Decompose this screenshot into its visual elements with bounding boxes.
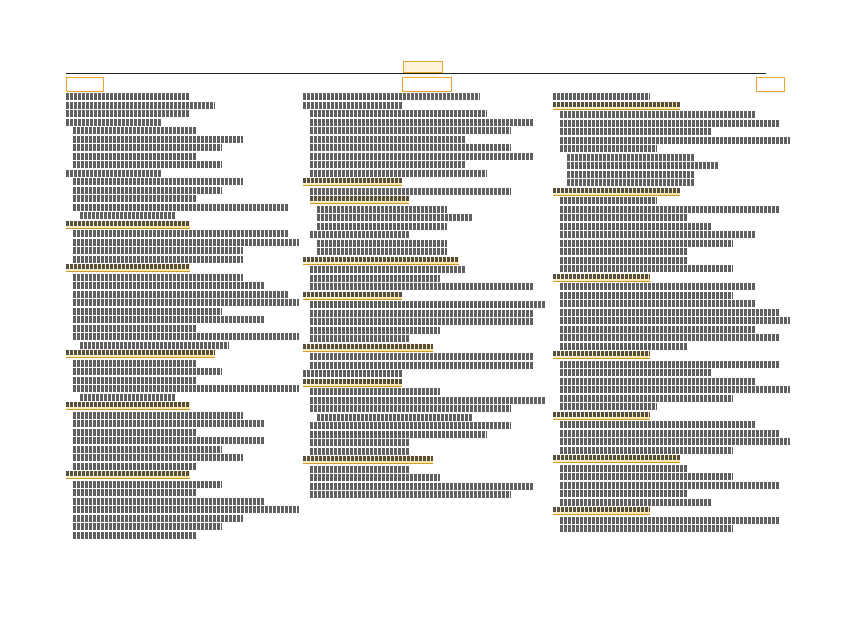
note-line <box>310 327 440 334</box>
note-line <box>560 111 756 118</box>
note-line <box>73 178 243 185</box>
highlighted-subheading <box>310 196 409 204</box>
note-line <box>560 482 779 489</box>
note-line <box>310 448 409 455</box>
note-line <box>73 239 299 246</box>
note-line <box>560 309 779 316</box>
note-line <box>310 231 409 238</box>
note-line <box>317 240 447 247</box>
highlighted-subheading <box>303 379 402 387</box>
note-line <box>310 397 546 404</box>
note-line <box>310 310 534 317</box>
note-line <box>560 421 756 428</box>
note-line <box>66 102 215 109</box>
note-line <box>560 145 657 152</box>
note-line <box>310 119 534 126</box>
note-line <box>567 162 719 169</box>
highlighted-subheading <box>553 274 650 282</box>
note-line <box>73 308 222 315</box>
note-line <box>310 388 440 395</box>
note-line <box>310 283 534 290</box>
note-line <box>303 102 402 109</box>
note-line <box>73 136 243 143</box>
note-line <box>560 292 733 299</box>
note-line <box>73 489 197 496</box>
note-line <box>553 93 650 100</box>
highlighted-subheading <box>303 456 433 464</box>
note-line <box>303 370 402 377</box>
highlighted-subheading <box>553 412 650 420</box>
highlighted-subheading <box>66 471 190 479</box>
note-line <box>560 334 779 341</box>
note-line <box>310 335 409 342</box>
note-line <box>560 214 687 221</box>
top-divider <box>66 73 766 74</box>
note-line <box>310 161 466 168</box>
note-line <box>310 110 487 117</box>
note-line <box>73 377 197 384</box>
note-line <box>73 230 288 237</box>
note-line <box>73 437 265 444</box>
note-line <box>560 438 790 445</box>
note-line <box>310 301 546 308</box>
note-line <box>73 247 243 254</box>
note-line <box>73 161 222 168</box>
note-line <box>310 144 511 151</box>
note-line <box>560 257 687 264</box>
note-line <box>73 282 265 289</box>
note-line <box>560 499 712 506</box>
highlighted-subheading <box>303 257 459 265</box>
note-line <box>310 474 440 481</box>
highlighted-subheading <box>553 351 650 359</box>
note-line <box>80 394 175 401</box>
note-line <box>73 127 197 134</box>
note-line <box>560 137 790 144</box>
highlighted-subheading <box>553 455 680 463</box>
note-line <box>560 197 657 204</box>
note-line <box>73 153 197 160</box>
note-line <box>73 385 299 392</box>
note-line <box>317 414 473 421</box>
note-line <box>560 223 712 230</box>
highlighted-subheading <box>66 402 190 410</box>
note-line <box>310 170 487 177</box>
note-line <box>73 204 288 211</box>
note-line <box>310 127 511 134</box>
note-line <box>73 187 222 194</box>
note-line <box>560 430 779 437</box>
note-line <box>303 93 480 100</box>
note-line <box>317 214 473 221</box>
note-line <box>560 265 733 272</box>
note-line <box>73 299 299 306</box>
note-line <box>66 110 190 117</box>
section-heading-left <box>66 77 104 92</box>
document-title <box>403 61 443 73</box>
highlighted-subheading <box>553 507 650 515</box>
note-line <box>73 463 197 470</box>
note-line <box>567 154 694 161</box>
note-line <box>73 333 299 340</box>
note-line <box>310 153 534 160</box>
note-line <box>73 412 243 419</box>
note-line <box>310 431 487 438</box>
note-line <box>317 223 447 230</box>
note-line <box>73 446 222 453</box>
note-line <box>73 429 197 436</box>
note-line <box>73 532 197 539</box>
note-line <box>310 188 511 195</box>
note-line <box>73 515 243 522</box>
note-line <box>73 506 299 513</box>
highlighted-subheading <box>303 344 433 352</box>
note-line <box>80 212 175 219</box>
note-line <box>317 248 447 255</box>
note-line <box>560 447 733 454</box>
note-line <box>567 171 694 178</box>
center-column <box>303 93 539 500</box>
note-line <box>66 170 161 177</box>
note-line <box>560 248 687 255</box>
note-line <box>560 403 657 410</box>
note-line <box>73 360 197 367</box>
note-line <box>73 481 222 488</box>
note-line <box>310 466 409 473</box>
note-line <box>560 343 687 350</box>
note-line <box>310 483 534 490</box>
note-line <box>560 326 756 333</box>
highlighted-subheading <box>66 221 190 229</box>
note-line <box>560 490 687 497</box>
highlighted-subheading <box>553 188 680 196</box>
note-line <box>560 317 790 324</box>
note-line <box>310 275 440 282</box>
note-line <box>560 361 779 368</box>
note-line <box>567 179 694 186</box>
note-line <box>73 144 222 151</box>
note-line <box>73 368 222 375</box>
note-line <box>73 523 222 530</box>
note-line <box>560 300 756 307</box>
left-column <box>66 93 292 540</box>
note-line <box>560 283 756 290</box>
highlighted-subheading <box>303 178 402 186</box>
note-line <box>73 454 243 461</box>
note-line <box>66 93 190 100</box>
note-line <box>310 422 511 429</box>
note-line <box>560 240 733 247</box>
note-line <box>73 316 265 323</box>
note-line <box>310 318 534 325</box>
note-line <box>310 136 466 143</box>
note-line <box>310 353 534 360</box>
note-line <box>310 439 409 446</box>
note-line <box>560 517 779 524</box>
section-heading-right <box>756 77 785 92</box>
note-line <box>73 498 265 505</box>
note-line <box>73 291 288 298</box>
highlighted-subheading <box>66 350 215 358</box>
note-line <box>560 231 756 238</box>
note-line <box>310 362 534 369</box>
note-line <box>310 405 511 412</box>
note-line <box>560 369 712 376</box>
note-line <box>560 378 756 385</box>
note-line <box>560 395 733 402</box>
note-line <box>560 206 779 213</box>
note-line <box>66 119 161 126</box>
note-line <box>310 266 466 273</box>
section-heading-center <box>402 77 452 92</box>
highlighted-subheading <box>66 264 190 272</box>
note-line <box>73 274 243 281</box>
note-line <box>560 473 733 480</box>
note-line <box>560 386 790 393</box>
note-line <box>73 256 243 263</box>
note-line <box>560 525 733 532</box>
right-column <box>553 93 783 534</box>
note-line <box>317 206 447 213</box>
note-line <box>73 325 197 332</box>
note-line <box>560 128 712 135</box>
note-line <box>73 195 197 202</box>
note-line <box>80 342 229 349</box>
note-line <box>73 420 265 427</box>
note-line <box>310 491 511 498</box>
highlighted-subheading <box>553 102 680 110</box>
note-line <box>560 465 687 472</box>
highlighted-subheading <box>303 292 402 300</box>
note-line <box>560 120 779 127</box>
